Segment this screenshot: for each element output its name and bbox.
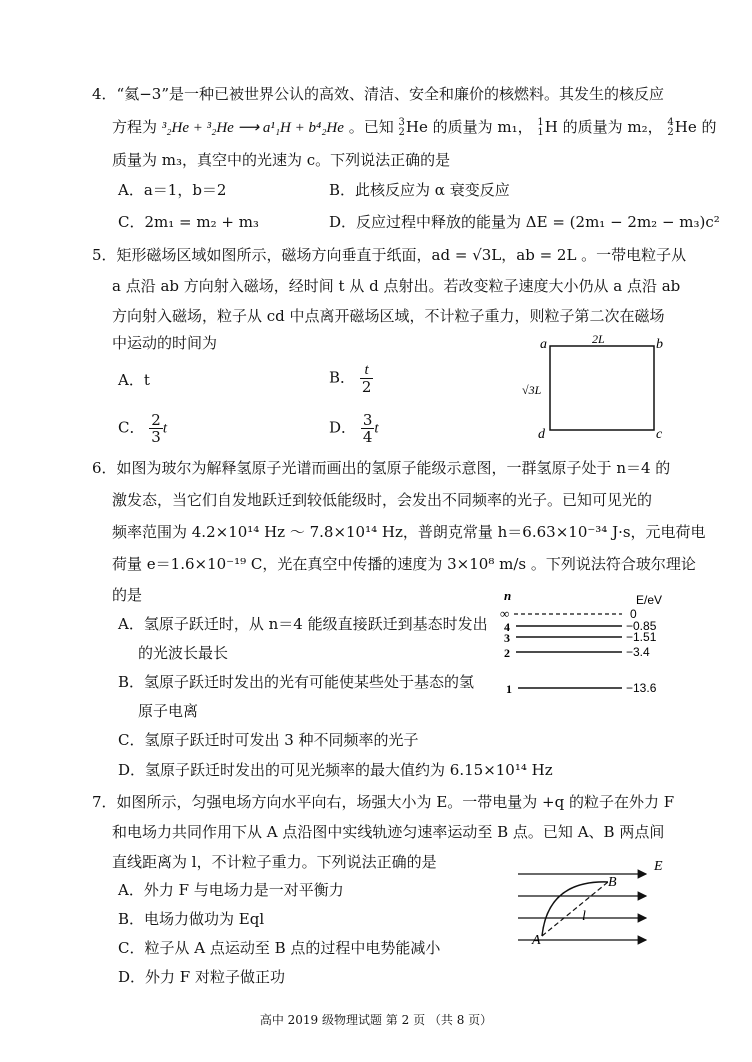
- q6-energy-level-diagram: [496, 586, 686, 696]
- iso-he4: 4 2: [667, 117, 674, 138]
- level-n-1: 1: [506, 682, 512, 696]
- q7-option-c: C．粒子从 A 点运动至 B 点的过程中电势能减小: [118, 939, 441, 957]
- level-e-2: −3.4: [626, 645, 650, 659]
- iso-he3: 3 2: [398, 117, 405, 138]
- label-d: d: [538, 427, 545, 442]
- q7-line2: 和电场力共同作用下从 A 点沿图中实线轨迹匀速率运动至 B 点。已知 A、B 两点间: [112, 823, 665, 841]
- q6-line2: 激发态，当它们自发地跃迁到较低能级时，会发出不同频率的光子。已知可见光的: [112, 491, 653, 509]
- frac-num: 2: [151, 411, 161, 429]
- q4-he3-text: He 的质量为 m₁，: [405, 118, 533, 136]
- q6-option-b1: B．氢原子跃迁时发出的光有可能使某些处于基态的氢: [118, 673, 475, 691]
- level-e-1: −13.6: [626, 681, 657, 695]
- q7-option-d: D．外力 F 对粒子做正功: [118, 968, 285, 986]
- q5-option-c-tail: t: [162, 420, 167, 437]
- label-a-point: A: [532, 933, 541, 948]
- q5-option-d-tail: t: [374, 420, 379, 437]
- q7-line3: 直线距离为 l，不计粒子重力。下列说法正确的是: [112, 853, 437, 871]
- q6-option-a2: 的光波长最长: [138, 644, 229, 662]
- frac-den: 2: [361, 378, 372, 396]
- frac-den: 4: [362, 428, 373, 446]
- q6-line5: 的是: [112, 586, 143, 604]
- q5-rectangle-figure: [520, 332, 670, 444]
- q4-option-b: B．此核反应为 α 衰变反应: [329, 181, 510, 199]
- level-e-inf: 0: [630, 607, 637, 621]
- q4-line2: [112, 117, 717, 138]
- q6-option-d: D．氢原子跃迁时发出的可见光频率的最大值约为 6.15×10¹⁴ Hz: [118, 761, 553, 779]
- q5-line1: 5．矩形磁场区域如图所示，磁场方向垂直于纸面，ad = √3L，ab = 2L 。一带电粒子从: [92, 246, 687, 264]
- q7-option-a: A．外力 F 与电场力是一对平衡力: [118, 881, 344, 899]
- level-n-2: 2: [504, 646, 510, 660]
- q4-line1: 4．“氦−3”是一种已被世界公认的高效、清洁、安全和廉价的核燃料。其发生的核反应: [92, 85, 664, 103]
- q4-option-d: D．反应过程中释放的能量为 ΔE = (2m₁ − 2m₂ − m₃)c²: [329, 213, 720, 231]
- q5-option-c-frac: [149, 412, 163, 445]
- label-l: l: [582, 909, 586, 924]
- q6-line1: 6．如图为玻尔为解释氢原子光谱而画出的氢原子能级示意图，一群氢原子处于 n＝4 的: [92, 459, 671, 477]
- q4-he4-text: He 的: [674, 118, 717, 136]
- q6-line4: 荷量 e＝1.6×10⁻¹⁹ C，光在真空中传播的速度为 3×10⁸ m/s 。下列说法符合玻尔理论: [112, 555, 696, 573]
- level-e-3: −1.51: [626, 630, 657, 644]
- q5-line4: 中运动的时间为: [112, 334, 218, 352]
- field-rectangle: [550, 346, 654, 430]
- frac-den: 3: [151, 428, 161, 446]
- label-b-point: B: [608, 875, 617, 890]
- q4-line2-prefix: 方程为: [112, 118, 158, 136]
- label-e-ev: E/eV: [636, 593, 663, 607]
- q5-option-b-frac: [360, 362, 374, 395]
- level-n-inf: ∞: [500, 606, 510, 621]
- label-2l: 2L: [592, 332, 605, 346]
- q4-option-a: A．a＝1，b＝2: [118, 181, 227, 199]
- label-n: n: [504, 588, 512, 603]
- q5-option-b-label: B．: [329, 368, 356, 387]
- q7-option-b: B．电场力做功为 Eql: [118, 910, 265, 928]
- q4-option-c: C．2m₁ = m₂ + m₃: [118, 213, 259, 231]
- q7-line1: 7．如图所示，匀强电场方向水平向右，场强大小为 E。一带电量为 +q 的粒子在外力 F: [92, 793, 675, 811]
- q5-option-c-label: C．: [118, 418, 145, 437]
- q5-option-b: [329, 362, 373, 395]
- q6-option-a1: A．氢原子跃迁时，从 n＝4 能级直接跃迁到基态时发出: [118, 615, 488, 633]
- q4-line2-mid: 。已知: [348, 118, 394, 136]
- level-e-4: −0.85: [626, 619, 657, 633]
- q5-option-c: [118, 412, 167, 445]
- label-c: c: [656, 427, 663, 442]
- q4-equation: ³₂He + ³₂He ⟶ a¹₁H + b⁴₂He: [161, 120, 344, 136]
- q4-h-text: H 的质量为 m₂，: [544, 118, 663, 136]
- q5-option-d-label: D．: [329, 418, 357, 437]
- q5-option-d: [329, 412, 379, 445]
- iso-h: 1 1: [537, 117, 544, 138]
- q4-line3: 质量为 m₃，真空中的光速为 c。下列说法正确的是: [112, 151, 451, 169]
- q5-line3: 方向射入磁场，粒子从 cd 中点离开磁场区域，不计粒子重力，则粒子第二次在磁场: [112, 307, 665, 325]
- level-n-4: 4: [504, 620, 510, 634]
- level-n-3: 3: [504, 631, 510, 645]
- page-footer: 高中 2019 级物理试题 第 2 页 （共 8 页）: [259, 1013, 493, 1027]
- q6-option-b2: 原子电离: [138, 702, 199, 720]
- q7-electric-field-figure: [510, 852, 680, 950]
- q5-option-d-frac: [361, 412, 375, 445]
- label-b: b: [656, 337, 663, 352]
- q6-option-c: C．氢原子跃迁时可发出 3 种不同频率的光子: [118, 731, 419, 749]
- label-root3l: √3L: [522, 383, 542, 397]
- q5-line2: a 点沿 ab 方向射入磁场，经时间 t 从 d 点射出。若改变粒子速度大小仍从 a 点沿 ab: [112, 277, 681, 295]
- label-a: a: [540, 337, 547, 352]
- chord-dashed-line: [542, 882, 608, 936]
- frac-num: 3: [362, 411, 373, 429]
- frac-num: t: [360, 362, 374, 379]
- label-e: E: [654, 859, 663, 874]
- q6-line3: 频率范围为 4.2×10¹⁴ Hz ～ 7.8×10¹⁴ Hz，普朗克常量 h＝6.63×10⁻³⁴ J·s，元电荷电: [112, 523, 706, 541]
- q5-option-a: A．t: [118, 371, 150, 389]
